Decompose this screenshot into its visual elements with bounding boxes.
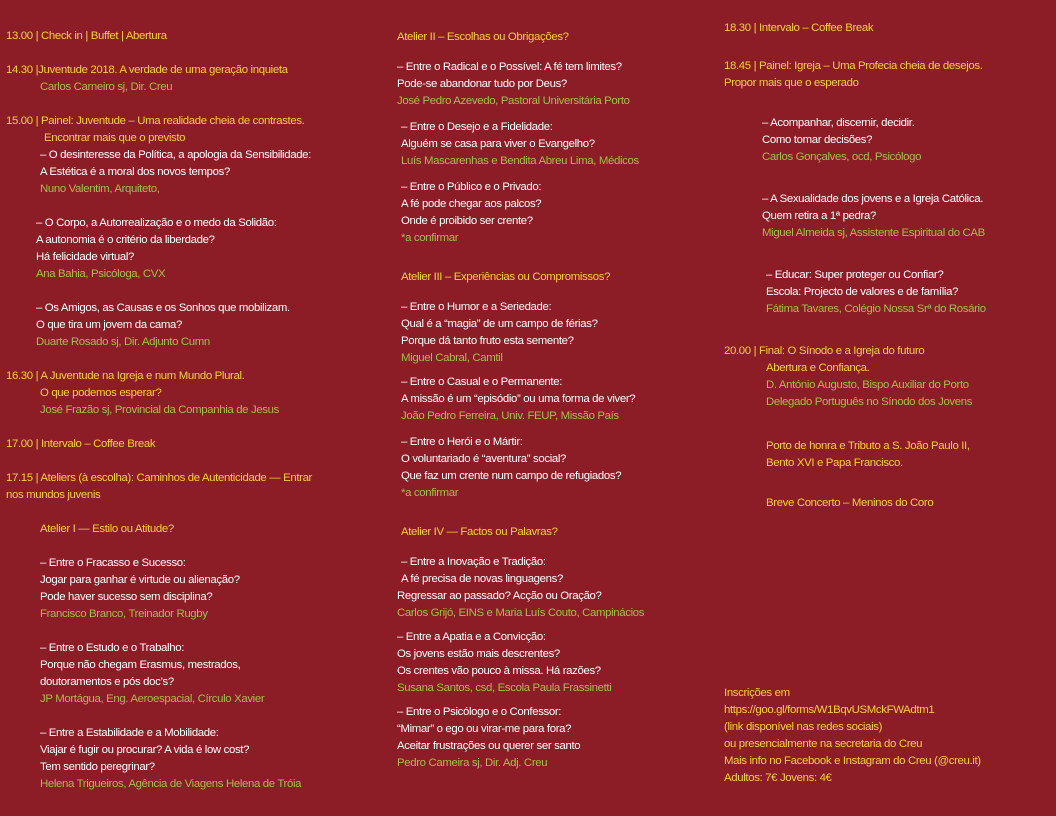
speaker: Duarte Rosado sj, Dir. Adjunto Cumn bbox=[36, 336, 210, 348]
item-title: 15.00 | Painel: Juventude – Uma realidade cheia de contrastes. bbox=[6, 115, 305, 127]
session-juventude-igreja bbox=[6, 368, 279, 419]
topic-line: Os jovens estão mais descrentes? bbox=[397, 648, 560, 660]
item-title: 20.00 | Final: O Sínodo e a Igreja do futuro bbox=[724, 345, 925, 357]
session-juventude-2018 bbox=[6, 62, 288, 96]
topic-line: – Entre a Apatia e a Convicção: bbox=[397, 631, 546, 643]
atelier-4-title bbox=[401, 524, 558, 541]
topic-line: – Entre o Público e o Privado: bbox=[401, 181, 542, 193]
topic-line: A fé precisa de novas linguagens? bbox=[401, 573, 563, 585]
atelier-3-title bbox=[401, 269, 610, 286]
coffee-break-2 bbox=[724, 20, 873, 37]
topic-line: – A Sexualidade dos jovens e a Igreja Católica. bbox=[762, 193, 984, 205]
atelier-title: Atelier IV — Factos ou Palavras? bbox=[401, 526, 558, 538]
item-title: Bento XVI e Papa Francisco. bbox=[766, 457, 903, 469]
item-title: 14.30 |Juventude 2018. A verdade de uma geração inquieta bbox=[6, 64, 288, 76]
social-info: Mais info no Facebook e Instagram do Creu (@creu.it) bbox=[724, 755, 981, 767]
topic-educar bbox=[766, 267, 986, 318]
speaker: José Frazão sj, Provincial da Companhia de Jesus bbox=[40, 404, 279, 416]
speaker: Susana Santos, csd, Escola Paula Frassinetti bbox=[397, 682, 612, 694]
topic-line: Pode-se abandonar tudo por Deus? bbox=[397, 78, 567, 90]
topic-humor bbox=[401, 299, 598, 367]
speaker: Miguel Almeida sj, Assistente Espiritual do CAB bbox=[762, 227, 985, 239]
registration-info bbox=[724, 685, 981, 787]
atelier-title: Atelier II – Escolhas ou Obrigações? bbox=[397, 31, 569, 43]
item-subtitle: Encontrar mais que o previsto bbox=[44, 132, 186, 144]
topic-line: – Entre o Estudo e o Trabalho: bbox=[40, 642, 185, 654]
topic-psicologo bbox=[397, 704, 580, 772]
speaker: Delegado Português no Sínodo dos Jovens bbox=[766, 396, 973, 408]
topic-desejo bbox=[401, 119, 639, 170]
check-in-item bbox=[6, 28, 167, 45]
topic-casual bbox=[401, 374, 635, 425]
topic-line: – Entre o Psicólogo e o Confessor: bbox=[397, 706, 562, 718]
topic-estabilidade bbox=[40, 725, 301, 793]
item-title: Breve Concerto – Meninos do Coro bbox=[766, 497, 934, 509]
item-subtitle: Abertura e Confiança. bbox=[766, 362, 870, 374]
atelier-title: Atelier I — Estilo ou Atitude? bbox=[40, 523, 174, 535]
item-title: 17.15 | Ateliers (à escolha): Caminhos de Autenticidade — Entrar bbox=[6, 472, 313, 484]
registration-note: (link disponível nas redes sociais) bbox=[724, 721, 883, 733]
topic-sexualidade bbox=[762, 191, 985, 242]
topic-amigos bbox=[36, 300, 290, 351]
topic-line: Porque dá tanto fruto esta semente? bbox=[401, 335, 574, 347]
speaker: Miguel Cabral, Camtil bbox=[401, 352, 503, 364]
item-title: 18.45 | Painel: Igreja – Uma Profecia cheia de desejos. bbox=[724, 60, 983, 72]
item-title: 18.30 | Intervalo – Coffee Break bbox=[724, 22, 874, 34]
concerto bbox=[766, 495, 933, 512]
speaker: D. António Augusto, Bispo Auxiliar do Porto bbox=[766, 379, 969, 391]
speaker: Pedro Cameira sj, Dir. Adj. Creu bbox=[397, 757, 548, 769]
topic-line: Há felicidade virtual? bbox=[36, 251, 135, 263]
topic-line: – Acompanhar, discernir, decidir. bbox=[762, 117, 915, 129]
topic-line: Como tomar decisões? bbox=[762, 134, 873, 146]
porto-de-honra bbox=[766, 438, 970, 472]
topic-heroi bbox=[401, 434, 621, 502]
topic-line: Onde é proibido ser crente? bbox=[401, 215, 533, 227]
speaker: Carlos Grijó, EINS e Maria Luís Couto, Campinácios bbox=[397, 607, 645, 619]
item-subtitle: Propor mais que o esperado bbox=[724, 77, 859, 89]
topic-fracasso bbox=[40, 555, 240, 623]
item-title: nos mundos juvenis bbox=[6, 489, 101, 501]
topic-line: – Entre a Inovação e Tradição: bbox=[401, 556, 546, 568]
speaker: José Pedro Azevedo, Pastoral Universitária Porto bbox=[397, 95, 630, 107]
topic-line: Os crentes vão pouco à missa. Há razões? bbox=[397, 665, 601, 677]
topic-acompanhar bbox=[762, 115, 921, 166]
topic-line: Pode haver sucesso sem disciplina? bbox=[40, 591, 213, 603]
topic-line: – Entre o Humor e a Seriedade: bbox=[401, 301, 552, 313]
speaker: *a confirmar bbox=[401, 232, 459, 244]
speaker: JP Mortágua, Eng. Aeroespacial, Círculo Xavier bbox=[40, 693, 265, 705]
panel-juventude bbox=[6, 113, 311, 198]
topic-line: – Entre a Estabilidade e a Mobilidade: bbox=[40, 727, 219, 739]
topic-line: Porque não chegam Erasmus, mestrados, bbox=[40, 659, 241, 671]
topic-corpo bbox=[36, 215, 277, 283]
topic-line: Viajar é fugir ou procurar? A vida é low cost? bbox=[40, 744, 250, 756]
topic-line: A missão é um “episódio” ou uma forma de viver? bbox=[401, 393, 636, 405]
topic-line: O que tira um jovem da cama? bbox=[36, 319, 182, 331]
topic-line: – Os Amigos, as Causas e os Sonhos que mobilizam. bbox=[36, 302, 290, 314]
topic-line: Qual é a “magia” de um campo de férias? bbox=[401, 318, 598, 330]
speaker: Nuno Valentim, Arquiteto, bbox=[40, 183, 160, 195]
atelier-title: Atelier III – Experiências ou Compromissos? bbox=[401, 271, 611, 283]
item-title: 13.00 | Check in | Buffet | Abertura bbox=[6, 30, 167, 42]
speaker: Luís Mascarenhas e Bendita Abreu Lima, Médicos bbox=[401, 155, 639, 167]
item-subtitle: O que podemos esperar? bbox=[40, 387, 162, 399]
topic-line: – Entre o Casual e o Permanente: bbox=[401, 376, 563, 388]
prices: Adultos: 7€ Jovens: 4€ bbox=[724, 772, 832, 784]
speaker: Helena Trigueiros, Agência de Viagens Helena de Tróia bbox=[40, 778, 302, 790]
topic-estudo bbox=[40, 640, 264, 708]
speaker: Ana Bahia, Psicóloga, CVX bbox=[36, 268, 166, 280]
atelier-2-title bbox=[397, 29, 569, 46]
topic-line: – Educar: Super proteger ou Confiar? bbox=[766, 269, 944, 281]
registration-label: Inscrições em bbox=[724, 687, 790, 699]
speaker: Carlos Gonçalves, ocd, Psicólogo bbox=[762, 151, 922, 163]
topic-line: Quem retira a 1ª pedra? bbox=[762, 210, 876, 222]
session-final bbox=[724, 343, 972, 411]
topic-line: Tem sentido peregrinar? bbox=[40, 761, 155, 773]
item-title: 17.00 | Intervalo – Coffee Break bbox=[6, 438, 156, 450]
topic-radical bbox=[397, 59, 630, 110]
ateliers-heading bbox=[6, 470, 312, 504]
topic-line: Que faz um crente num campo de refugiados? bbox=[401, 470, 622, 482]
topic-line: – Entre o Herói e o Mártir: bbox=[401, 436, 523, 448]
topic-line: Aceitar frustrações ou querer ser santo bbox=[397, 740, 581, 752]
topic-line: “Mimar” o ego ou virar-me para fora? bbox=[397, 723, 572, 735]
item-title: Porto de honra e Tributo a S. João Paulo II, bbox=[766, 440, 970, 452]
atelier-1-title bbox=[40, 521, 174, 538]
registration-alt: ou presencialmente na secretaria do Creu bbox=[724, 738, 923, 750]
topic-line: – O desinteresse da Política, a apologia da Sensibilidade: bbox=[40, 149, 311, 161]
topic-line: Jogar para ganhar é virtude ou alienação? bbox=[40, 574, 240, 586]
speaker: Fátima Tavares, Colégio Nossa Srª do Rosário bbox=[766, 303, 986, 315]
speaker: Francisco Branco, Treinador Rugby bbox=[40, 608, 208, 620]
topic-line: A autonomia é o critério da liberdade? bbox=[36, 234, 215, 246]
topic-line: doutoramentos e pós doc’s? bbox=[40, 676, 174, 688]
registration-link[interactable]: https://goo.gl/forms/W1BqvUSMckFWAdtm1 bbox=[724, 704, 935, 716]
coffee-break-1 bbox=[6, 436, 155, 453]
topic-line: A fé pode chegar aos palcos? bbox=[401, 198, 542, 210]
topic-apatia bbox=[397, 629, 611, 697]
topic-line: – Entre o Desejo e a Fidelidade: bbox=[401, 121, 553, 133]
topic-line: A Estética é a moral dos novos tempos? bbox=[40, 166, 230, 178]
topic-line: Alguém se casa para viver o Evangelho? bbox=[401, 138, 595, 150]
topic-line: – Entre o Fracasso e Sucesso: bbox=[40, 557, 186, 569]
item-title: 16.30 | A Juventude na Igreja e num Mundo Plural. bbox=[6, 370, 245, 382]
speaker: Carlos Carneiro sj, Dir. Creu bbox=[40, 81, 173, 93]
topic-line: – O Corpo, a Autorrealização e o medo da Solidão: bbox=[36, 217, 277, 229]
topic-line: Escola: Projecto de valores e de família? bbox=[766, 286, 959, 298]
topic-inovacao bbox=[397, 554, 644, 622]
topic-line: Regressar ao passado? Acção ou Oração? bbox=[397, 590, 602, 602]
topic-line: O voluntariado é “aventura” social? bbox=[401, 453, 567, 465]
speaker: *a confirmar bbox=[401, 487, 459, 499]
topic-publico bbox=[401, 179, 541, 247]
speaker: João Pedro Ferreira, Univ. FEUP, Missão País bbox=[401, 410, 619, 422]
panel-igreja bbox=[724, 58, 983, 92]
topic-line: – Entre o Radical e o Possível: A fé tem limites? bbox=[397, 61, 622, 73]
